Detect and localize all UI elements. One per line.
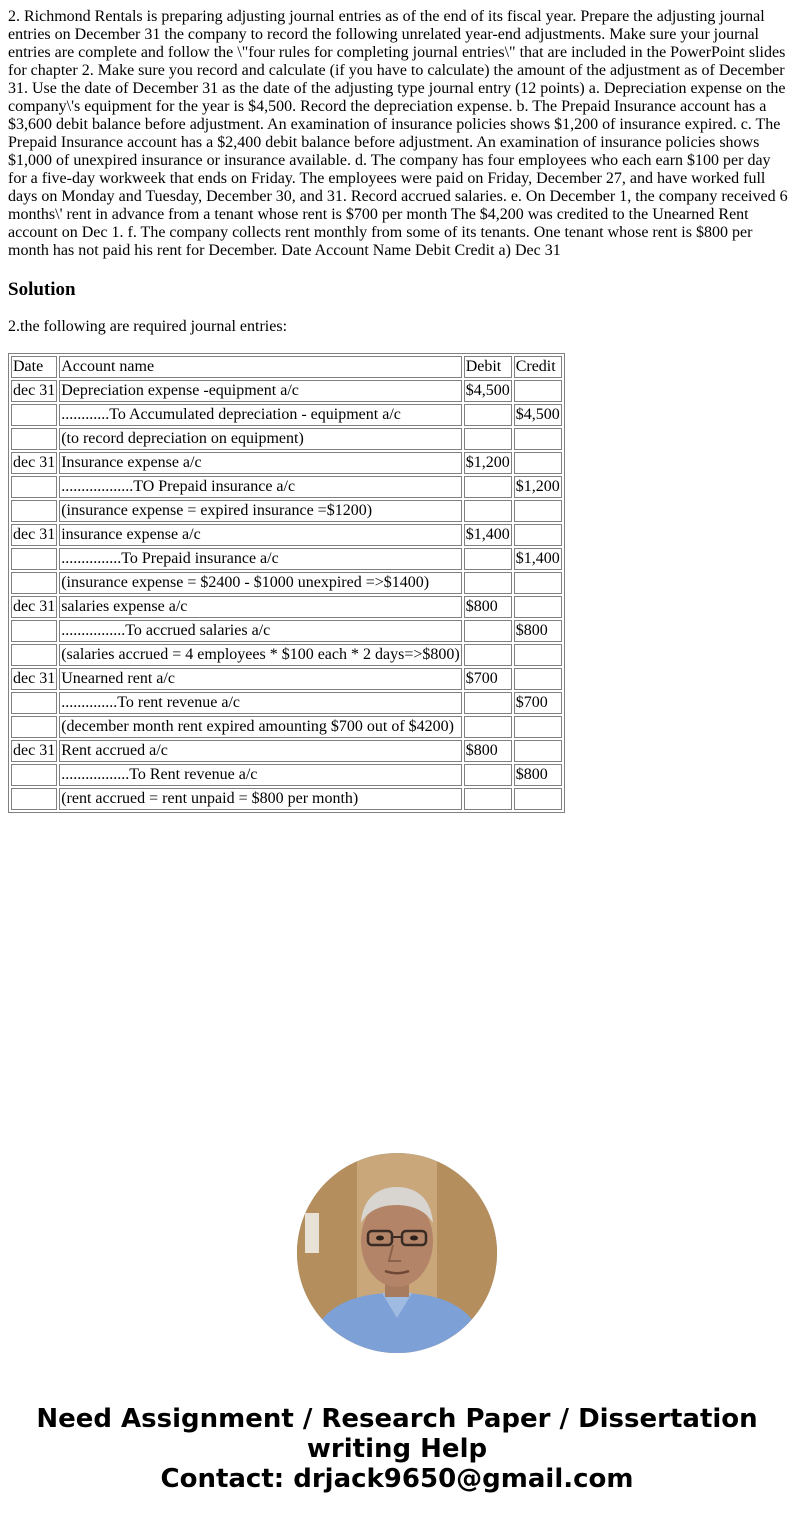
solution-heading: Solution [8, 279, 76, 300]
cell-credit: $4,500 [514, 404, 562, 426]
footer-promo [0, 1404, 794, 1494]
cell-credit [514, 452, 562, 474]
cell-debit [464, 428, 512, 450]
cell-date [11, 428, 57, 450]
cell-debit [464, 404, 512, 426]
cell-credit [514, 380, 562, 402]
cell-debit [464, 476, 512, 498]
table-row [11, 596, 562, 618]
table-row [11, 572, 562, 594]
cell-debit [464, 500, 512, 522]
header-date: Date [11, 356, 57, 378]
solution-intro: 2.the following are required journal entries: [8, 318, 288, 335]
cell-account: Depreciation expense -equipment a/c [59, 380, 462, 402]
cell-credit [514, 500, 562, 522]
cell-credit: $1,200 [514, 476, 562, 498]
cell-account: .................To Rent revenue a/c [59, 764, 462, 786]
footer-contact: Contact: drjack9650@gmail.com [160, 1464, 634, 1494]
cell-date: dec 31 [11, 668, 57, 690]
cell-debit [464, 716, 512, 738]
author-portrait-image [297, 1153, 497, 1353]
cell-credit [514, 740, 562, 762]
table-row [11, 380, 562, 402]
cell-account: ...............To Prepaid insurance a/c [59, 548, 462, 570]
cell-date [11, 500, 57, 522]
cell-date [11, 476, 57, 498]
table-row [11, 428, 562, 450]
cell-date: dec 31 [11, 740, 57, 762]
cell-debit [464, 764, 512, 786]
table-row [11, 692, 562, 714]
cell-account: ..................TO Prepaid insurance a/c [59, 476, 462, 498]
cell-credit: $800 [514, 764, 562, 786]
cell-account: (rent accrued = rent unpaid = $800 per month) [59, 788, 462, 810]
header-account-name: Account name [59, 356, 462, 378]
journal-entries-header [11, 356, 562, 378]
table-row [11, 500, 562, 522]
cell-account: (insurance expense = expired insurance =$1200) [59, 500, 462, 522]
table-row [11, 644, 562, 666]
author-avatar [297, 1153, 497, 1353]
cell-credit: $700 [514, 692, 562, 714]
cell-date [11, 572, 57, 594]
footer-line-1: Need Assignment / Research Paper / Dissertation [36, 1404, 758, 1434]
cell-debit: $700 [464, 668, 512, 690]
table-row [11, 716, 562, 738]
cell-credit [514, 716, 562, 738]
cell-credit: $800 [514, 620, 562, 642]
cell-account: insurance expense a/c [59, 524, 462, 546]
cell-account: ............To Accumulated depreciation - equipment a/c [59, 404, 462, 426]
table-row [11, 404, 562, 426]
cell-account: Insurance expense a/c [59, 452, 462, 474]
cell-date [11, 620, 57, 642]
cell-debit: $800 [464, 596, 512, 618]
table-row [11, 452, 562, 474]
table-row [11, 524, 562, 546]
cell-date [11, 788, 57, 810]
cell-debit [464, 692, 512, 714]
header-debit: Debit [464, 356, 512, 378]
cell-account: (december month rent expired amounting $700 out of $4200) [59, 716, 462, 738]
table-row [11, 740, 562, 762]
footer-line-2: writing Help [306, 1434, 488, 1464]
cell-account: Rent accrued a/c [59, 740, 462, 762]
cell-account: ................To accrued salaries a/c [59, 620, 462, 642]
cell-date: dec 31 [11, 524, 57, 546]
cell-credit [514, 596, 562, 618]
journal-entries-body [11, 380, 562, 810]
table-row [11, 788, 562, 810]
table-row [11, 620, 562, 642]
cell-credit [514, 524, 562, 546]
cell-credit [514, 788, 562, 810]
cell-account: ..............To rent revenue a/c [59, 692, 462, 714]
cell-debit: $800 [464, 740, 512, 762]
cell-date [11, 764, 57, 786]
cell-date [11, 404, 57, 426]
cell-credit [514, 572, 562, 594]
cell-credit [514, 428, 562, 450]
cell-debit [464, 788, 512, 810]
table-row [11, 764, 562, 786]
cell-debit [464, 644, 512, 666]
cell-debit [464, 620, 512, 642]
cell-debit [464, 548, 512, 570]
cell-account: salaries expense a/c [59, 596, 462, 618]
cell-credit [514, 644, 562, 666]
cell-account: Unearned rent a/c [59, 668, 462, 690]
cell-debit: $1,200 [464, 452, 512, 474]
cell-date: dec 31 [11, 452, 57, 474]
cell-debit: $1,400 [464, 524, 512, 546]
cell-date: dec 31 [11, 596, 57, 618]
question-text: 2. Richmond Rentals is preparing adjusting journal entries as of the end of its fiscal year. Prepare the adjusting journal entries on December 31 the company to record the following unrelated year-end adjustments. Make sure your journal entries are complete and follow the \"four rules for completing journal entries\" that are included in the PowerPoint slides for chapter 2. Make sure you record and calculate (if you have to calculate) the amount of the adjustment as of December 31. Use the date of December 31 as the date of the adjusting type journal entry (12 points) a. Depreciation expense on the company\'s equipment for the year is $4,500. Record the depreciation expense. b. The Prepaid Insurance account has a $3,600 debit balance before adjustment. An examination of insurance policies shows $1,200 of insurance expired. c. The Prepaid Insurance account has a $2,400 debit balance before adjustment. An examination of insurance policies shows $1,000 of unexpired insurance or insurance available. d. The company has four employees who each earn $100 per day for a five-day workweek that ends on Friday. The employees were paid on Friday, December 27, and have worked full days on Monday and Tuesday, December 30, and 31. Record accrued salaries. e. On December 1, the company received 6 months\' rent in advance from a tenant whose rent is $700 per month The $4,200 was credited to the Unearned Rent account on Dec 1. f. The company collects rent monthly from some of its tenants. One tenant whose rent is $800 per month has not paid his rent for December. Date Account Name Debit Credit a) Dec 31 [8, 8, 788, 259]
table-row [11, 476, 562, 498]
cell-date [11, 692, 57, 714]
cell-date [11, 548, 57, 570]
cell-account: (insurance expense = $2400 - $1000 unexpired =>$1400) [59, 572, 462, 594]
cell-account: (to record depreciation on equipment) [59, 428, 462, 450]
cell-date: dec 31 [11, 380, 57, 402]
cell-debit: $4,500 [464, 380, 512, 402]
table-header-row [11, 356, 562, 378]
cell-debit [464, 572, 512, 594]
cell-date [11, 644, 57, 666]
cell-credit [514, 668, 562, 690]
cell-date [11, 716, 57, 738]
cell-account: (salaries accrued = 4 employees * $100 each * 2 days=>$800) [59, 644, 462, 666]
table-row [11, 548, 562, 570]
journal-entries-table [8, 353, 565, 813]
cell-credit: $1,400 [514, 548, 562, 570]
header-credit: Credit [514, 356, 562, 378]
table-row [11, 668, 562, 690]
